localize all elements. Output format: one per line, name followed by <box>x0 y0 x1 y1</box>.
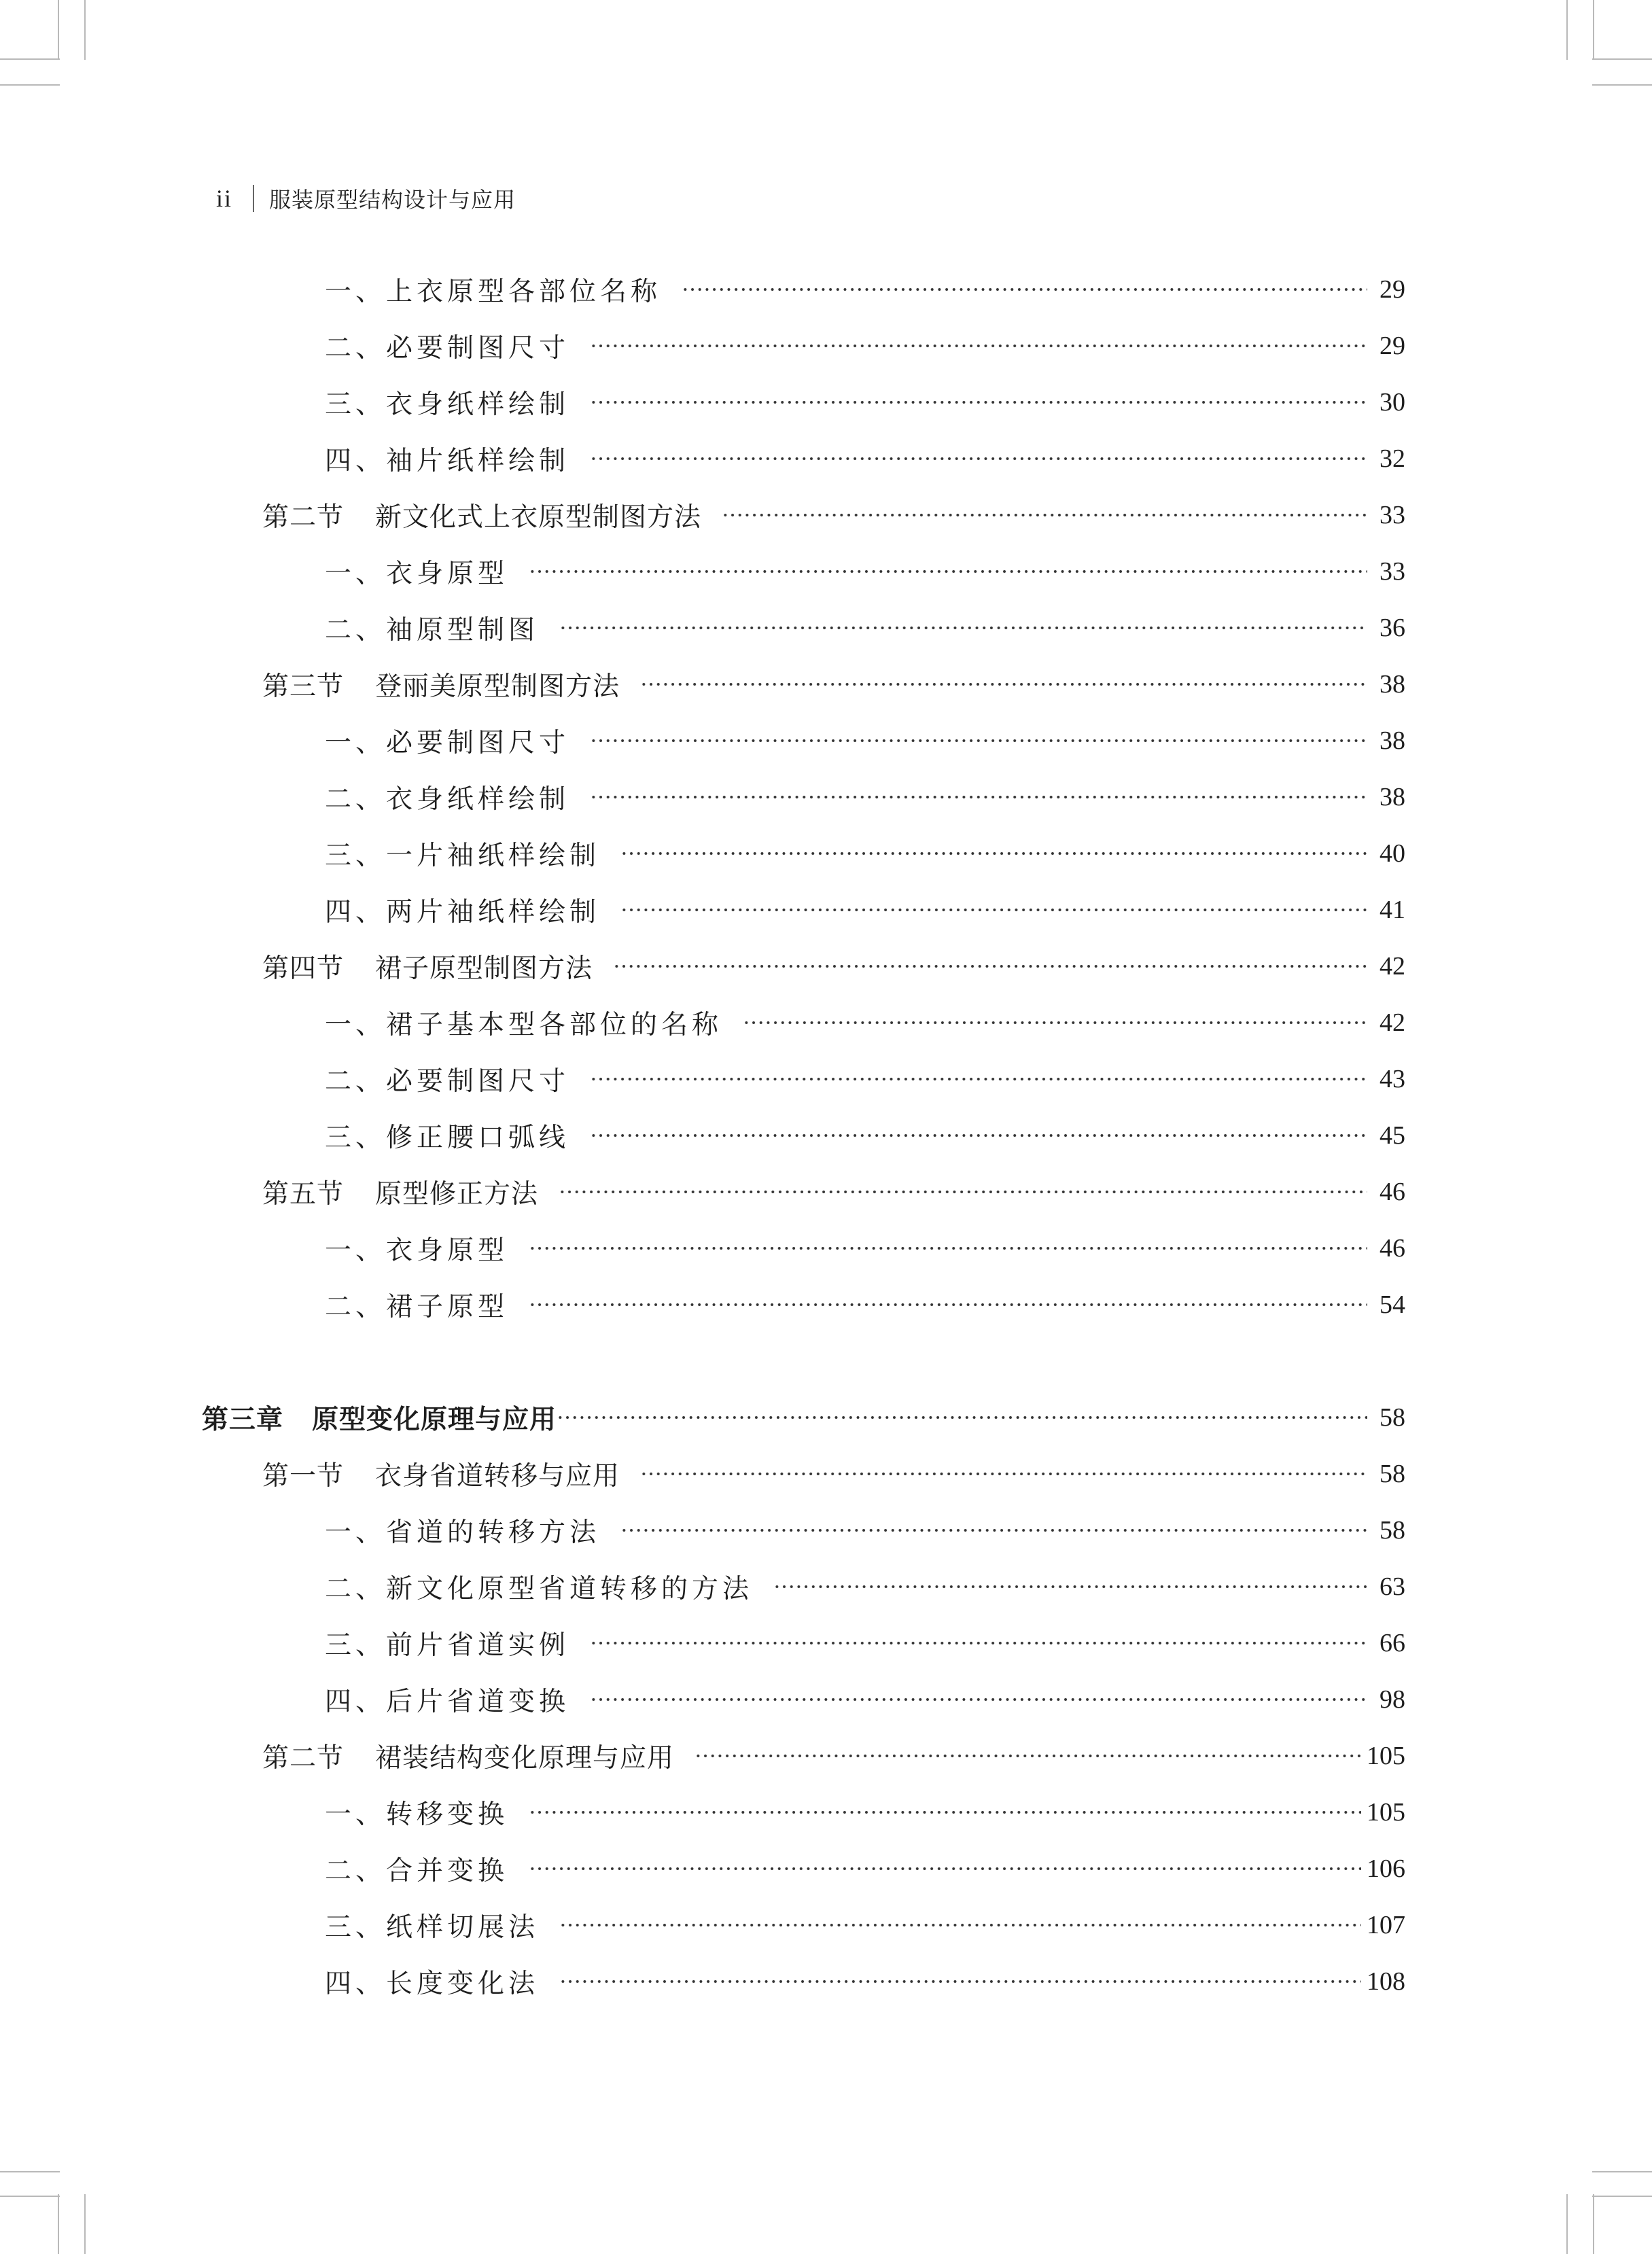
dot-leader <box>559 625 1367 631</box>
section-title: 登丽美原型制图方法 <box>375 671 620 702</box>
crop-mark-bottom-left-v2 <box>84 2194 86 2254</box>
dot-leader <box>613 964 1367 969</box>
dot-leader <box>682 287 1367 292</box>
toc-page-number: 45 <box>1379 1121 1405 1150</box>
toc-page-number: 38 <box>1379 726 1405 755</box>
toc-page-number: 40 <box>1379 839 1405 868</box>
toc-entry-title: 二、新文化原型省道转移的方法 <box>325 1574 754 1604</box>
toc-page-number: 32 <box>1379 444 1405 473</box>
toc-page-number: 46 <box>1379 1178 1405 1206</box>
toc-page-number: 63 <box>1379 1572 1405 1601</box>
section-number: 第二节 <box>262 1743 345 1774</box>
section-title: 裙子原型制图方法 <box>375 953 593 984</box>
toc-entry[interactable] <box>325 382 1405 423</box>
toc-page-number: 108 <box>1367 1967 1405 1996</box>
crop-mark-bottom-right-v <box>1593 2194 1594 2254</box>
toc-page-number: 30 <box>1379 388 1405 417</box>
crop-mark-top-left-h <box>0 58 60 60</box>
toc-section-entry[interactable] <box>262 1172 1405 1212</box>
dot-leader <box>743 1020 1367 1025</box>
dot-leader <box>590 400 1367 405</box>
crop-mark-bottom-left-h2 <box>0 2196 60 2197</box>
dot-leader <box>640 1471 1367 1477</box>
toc-entry[interactable] <box>325 1623 1405 1663</box>
toc-page-number: 29 <box>1379 332 1405 360</box>
section-number: 第四节 <box>262 953 345 984</box>
toc-entry-title: 二、合并变换 <box>325 1856 509 1886</box>
toc-entry-title: 三、前片省道实例 <box>325 1630 570 1661</box>
toc-section-entry[interactable] <box>262 946 1405 987</box>
dot-leader <box>559 1979 1361 1984</box>
section-number: 第五节 <box>262 1179 345 1210</box>
section-title: 衣身省道转移与应用 <box>375 1461 620 1492</box>
dot-leader <box>559 1922 1361 1928</box>
toc-entry[interactable] <box>325 1905 1405 1945</box>
toc-section-heading <box>262 1737 674 1775</box>
toc-entry[interactable] <box>325 720 1405 761</box>
dot-leader <box>695 1753 1361 1759</box>
toc-entry-title: 一、衣身原型 <box>325 559 509 589</box>
header-divider <box>253 185 254 212</box>
toc-entry[interactable] <box>325 1848 1405 1889</box>
toc-entry[interactable] <box>325 1510 1405 1551</box>
crop-mark-top-left-h2 <box>0 84 60 86</box>
toc-entry[interactable] <box>325 1566 1405 1607</box>
toc-page-number: 54 <box>1379 1290 1405 1319</box>
dot-leader <box>557 1415 1367 1420</box>
toc-page-number: 38 <box>1379 670 1405 699</box>
toc-entry-title: 二、必要制图尺寸 <box>325 1066 570 1097</box>
dot-leader <box>640 682 1367 687</box>
toc-page-number: 36 <box>1379 614 1405 642</box>
toc-entry-title: 二、裙子原型 <box>325 1292 509 1322</box>
toc-entry[interactable] <box>325 777 1405 817</box>
toc-entry-title: 三、纸样切展法 <box>325 1912 540 1943</box>
toc-entry-title: 二、必要制图尺寸 <box>325 333 570 364</box>
dot-leader <box>722 512 1367 518</box>
toc-entry[interactable] <box>325 325 1405 366</box>
toc-page-number: 43 <box>1379 1065 1405 1093</box>
crop-mark-top-left-v2 <box>84 0 86 60</box>
toc-entry-title: 四、长度变化法 <box>325 1969 540 1999</box>
toc-entry[interactable] <box>325 1228 1405 1269</box>
crop-mark-top-right-v2 <box>1566 0 1568 60</box>
section-number: 第一节 <box>262 1461 345 1492</box>
toc-entry-title: 一、裙子基本型各部位的名称 <box>325 1010 723 1040</box>
toc-page-number: 105 <box>1367 1742 1405 1770</box>
toc-section-heading <box>262 1455 620 1493</box>
toc-entry[interactable] <box>325 1961 1405 2002</box>
toc-chapter-entry[interactable] <box>202 1397 1405 1438</box>
dot-leader <box>590 456 1367 461</box>
toc-entry[interactable] <box>325 1284 1405 1325</box>
crop-mark-bottom-right-v2 <box>1566 2194 1568 2254</box>
crop-mark-bottom-left-v <box>58 2194 59 2254</box>
dot-leader <box>590 1640 1367 1646</box>
toc-entry[interactable] <box>325 1679 1405 1720</box>
toc-section-entry[interactable] <box>262 1736 1405 1776</box>
dot-leader <box>529 1246 1367 1251</box>
toc-entry-title: 一、上衣原型各部位名称 <box>325 277 662 307</box>
toc-page-number: 41 <box>1379 896 1405 924</box>
dot-leader <box>620 907 1367 913</box>
section-title: 新文化式上衣原型制图方法 <box>375 502 702 533</box>
toc-chapter-heading <box>202 1398 557 1437</box>
toc-section-heading <box>262 665 620 703</box>
toc-page-number: 38 <box>1379 783 1405 811</box>
toc-entry[interactable] <box>325 1059 1405 1099</box>
toc-page-number: 29 <box>1379 275 1405 304</box>
toc-entry-title: 三、修正腰口弧线 <box>325 1123 570 1153</box>
chapter-title: 原型变化原理与应用 <box>312 1405 557 1435</box>
toc-entry-title: 四、两片袖纸样绘制 <box>325 897 601 928</box>
toc-entry[interactable] <box>325 269 1405 310</box>
page-folio: ii <box>216 185 233 212</box>
toc-entry-title: 一、衣身原型 <box>325 1235 509 1266</box>
toc-entry[interactable] <box>325 438 1405 479</box>
toc-page-number: 106 <box>1367 1854 1405 1883</box>
dot-leader <box>590 343 1367 349</box>
toc-entry[interactable] <box>325 551 1405 592</box>
toc-page-number: 98 <box>1379 1685 1405 1714</box>
crop-mark-bottom-right-h <box>1592 2171 1652 2172</box>
toc-page-number: 58 <box>1379 1516 1405 1545</box>
toc-entry-title: 四、袖片纸样绘制 <box>325 446 570 476</box>
toc-entry-title: 二、袖原型制图 <box>325 615 540 646</box>
dot-leader <box>529 1810 1361 1815</box>
toc-section-heading <box>262 947 593 985</box>
dot-leader <box>590 1133 1367 1138</box>
toc-entry[interactable] <box>325 1002 1405 1043</box>
toc-entry-title: 一、必要制图尺寸 <box>325 728 570 758</box>
section-number: 第二节 <box>262 502 345 533</box>
section-number: 第三节 <box>262 671 345 702</box>
running-header <box>216 178 516 219</box>
toc-page-number: 46 <box>1379 1234 1405 1263</box>
dot-leader <box>559 1189 1367 1195</box>
toc-entry-title: 一、转移变换 <box>325 1799 509 1830</box>
crop-mark-top-right-h <box>1592 58 1652 60</box>
toc-entry-title: 二、衣身纸样绘制 <box>325 784 570 815</box>
toc-page-number: 66 <box>1379 1629 1405 1657</box>
crop-mark-top-right-h2 <box>1592 84 1652 86</box>
toc-entry-title: 一、省道的转移方法 <box>325 1517 601 1548</box>
toc-entry[interactable] <box>325 890 1405 930</box>
toc-entry[interactable] <box>325 833 1405 874</box>
crop-mark-bottom-left-h <box>0 2171 60 2172</box>
dot-leader <box>620 851 1367 856</box>
toc-section-entry[interactable] <box>262 664 1405 705</box>
book-title: 服装原型结构设计与应用 <box>269 187 516 213</box>
toc-page-number: 58 <box>1379 1460 1405 1488</box>
toc-entry-title: 三、衣身纸样绘制 <box>325 389 570 420</box>
dot-leader <box>590 1697 1367 1702</box>
toc-entry-title: 四、后片省道变换 <box>325 1687 570 1717</box>
toc-entry[interactable] <box>325 1115 1405 1156</box>
toc-entry[interactable] <box>325 1792 1405 1833</box>
dot-leader <box>529 1866 1361 1871</box>
crop-mark-top-left-v <box>58 0 59 60</box>
toc-entry[interactable] <box>325 607 1405 648</box>
dot-leader <box>773 1584 1367 1589</box>
chapter-number: 第三章 <box>202 1405 284 1435</box>
toc-section-entry[interactable] <box>262 1454 1405 1494</box>
toc-page-number: 58 <box>1379 1403 1405 1432</box>
toc-section-heading <box>262 1173 538 1211</box>
section-title: 原型修正方法 <box>375 1179 539 1210</box>
toc-page-number: 42 <box>1379 952 1405 981</box>
dot-leader <box>590 794 1367 800</box>
toc-section-heading <box>262 496 701 534</box>
toc-page-number: 107 <box>1367 1911 1405 1939</box>
toc-page-number: 33 <box>1379 557 1405 586</box>
crop-mark-top-right-v <box>1593 0 1594 60</box>
toc-page-number: 33 <box>1379 501 1405 529</box>
toc-page-number: 105 <box>1367 1798 1405 1827</box>
toc-entry-title: 三、一片袖纸样绘制 <box>325 841 601 871</box>
dot-leader <box>529 1302 1367 1307</box>
dot-leader <box>590 1076 1367 1082</box>
toc-page-number: 42 <box>1379 1008 1405 1037</box>
dot-leader <box>529 569 1367 574</box>
crop-mark-bottom-right-h2 <box>1592 2196 1652 2197</box>
dot-leader <box>590 738 1367 743</box>
dot-leader <box>620 1528 1367 1533</box>
toc-section-entry[interactable] <box>262 495 1405 535</box>
section-title: 裙装结构变化原理与应用 <box>375 1743 675 1774</box>
